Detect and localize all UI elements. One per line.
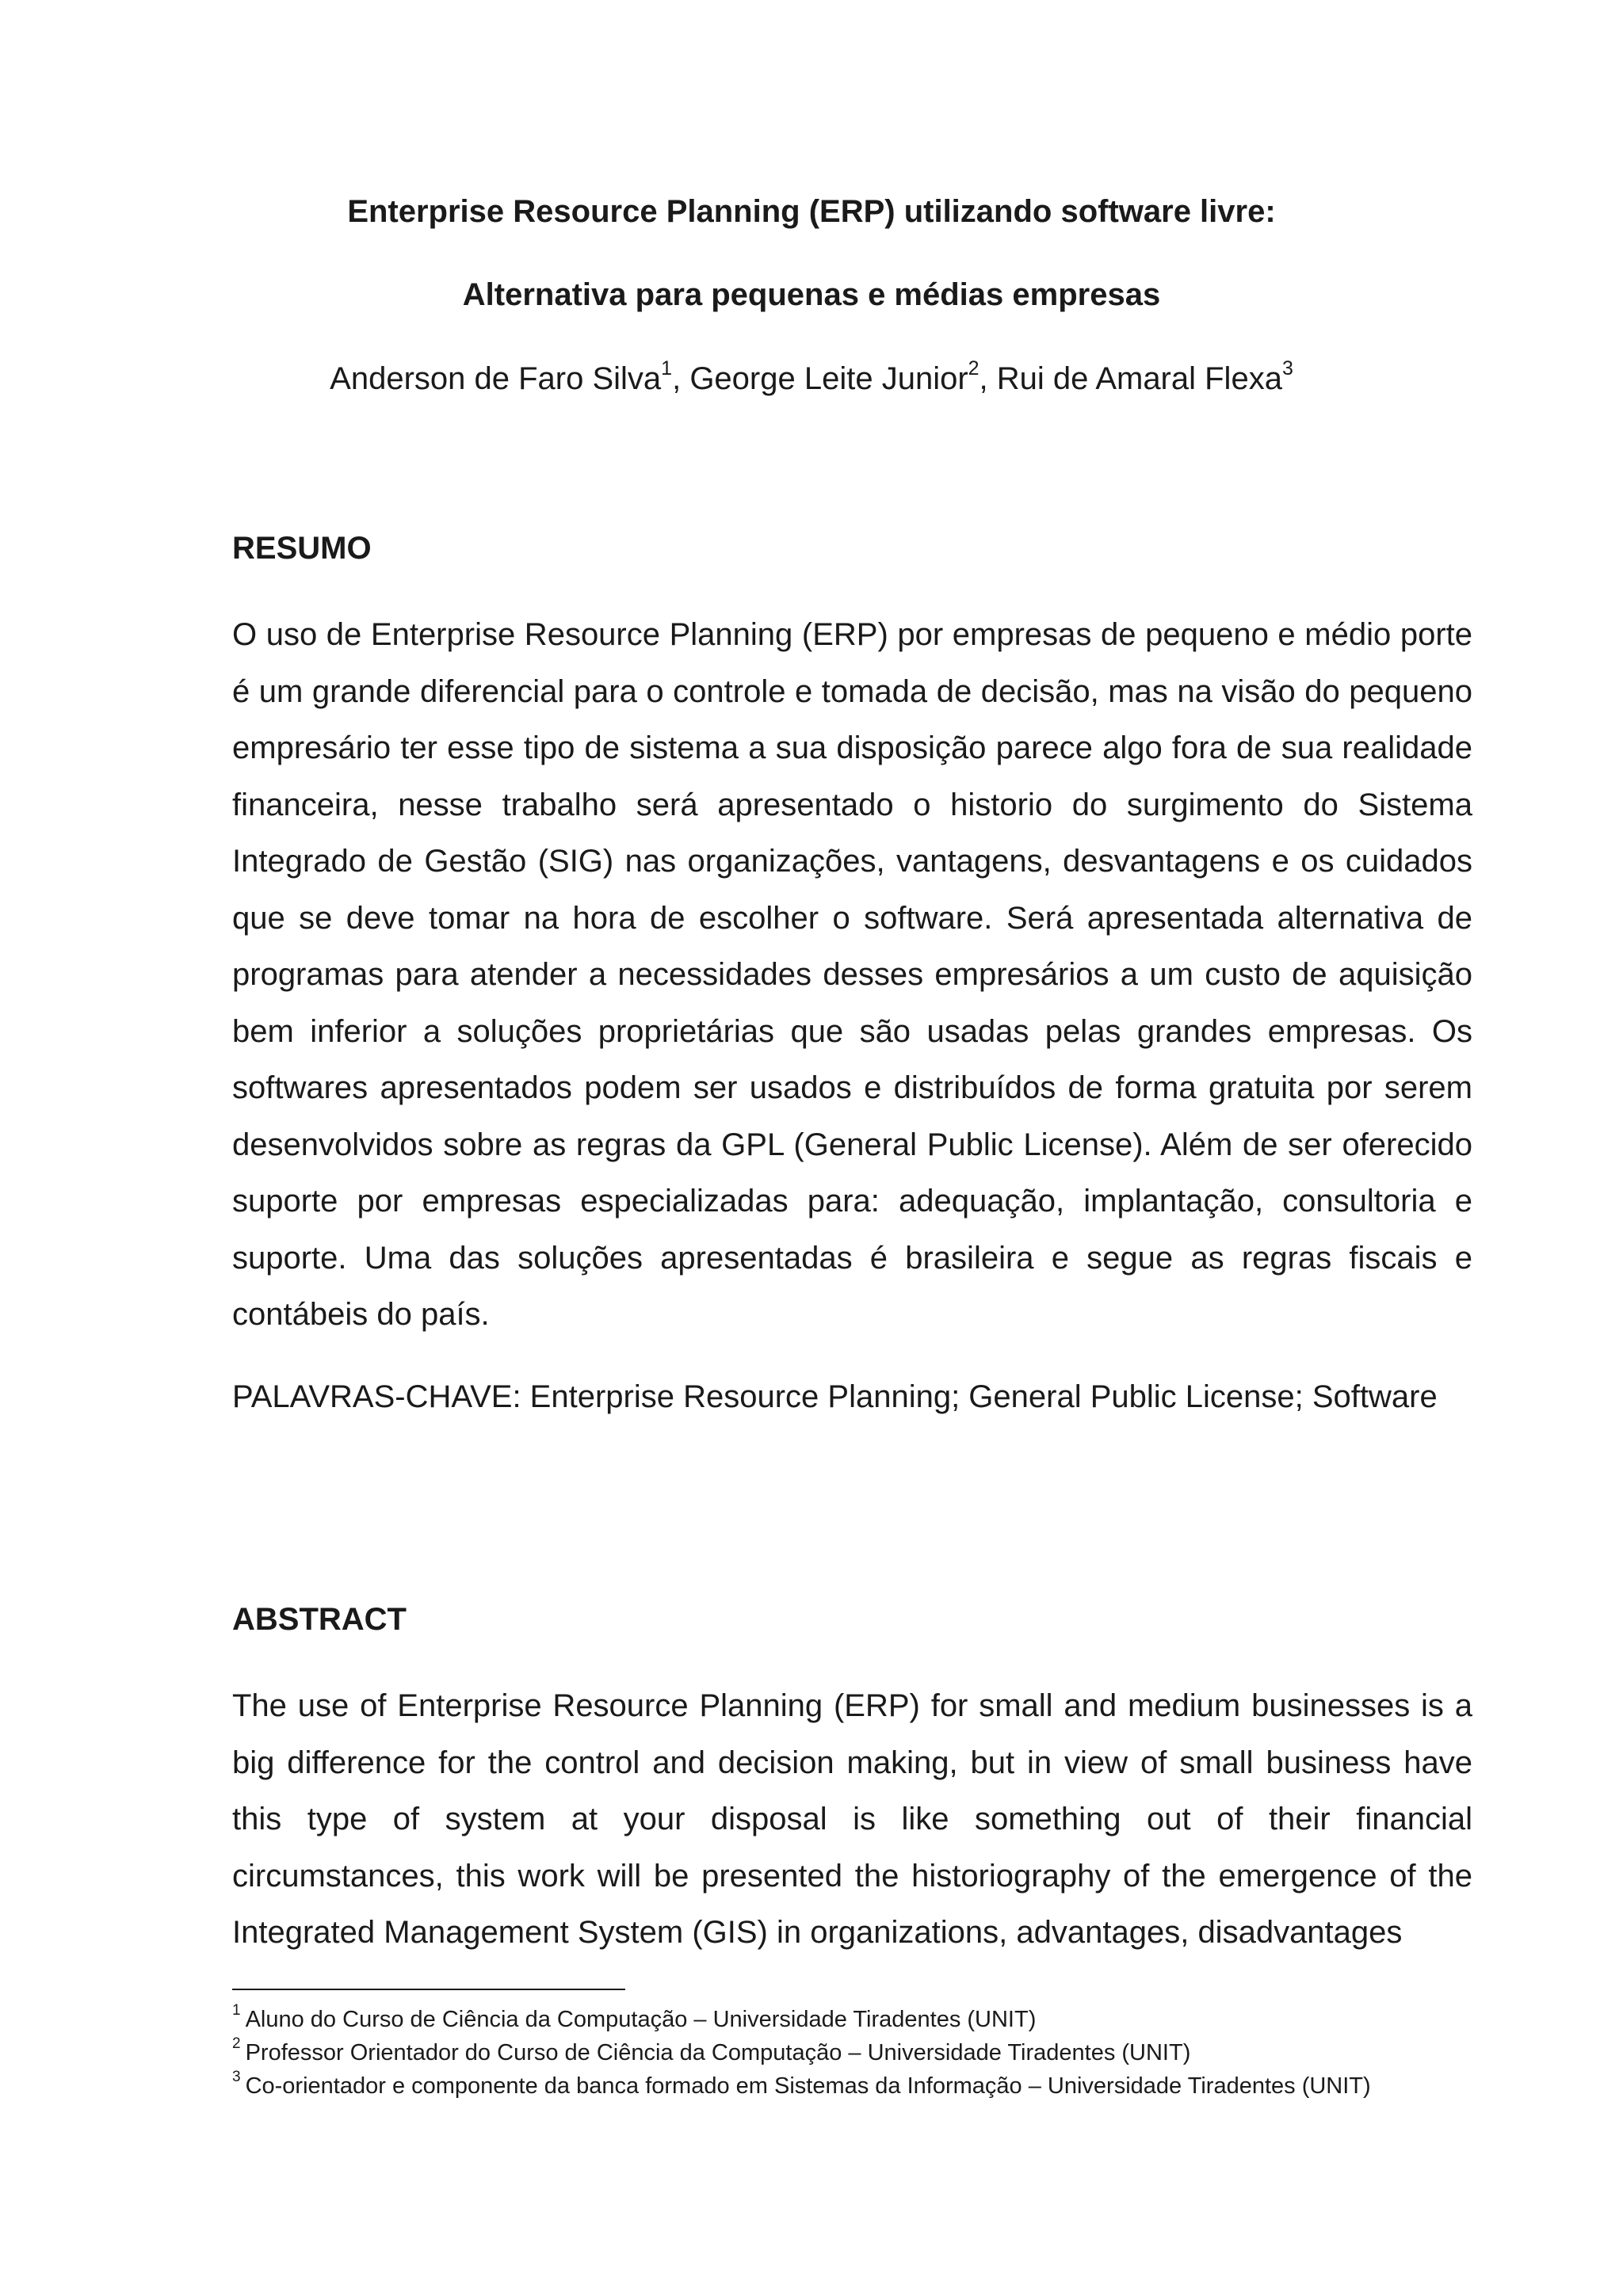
paper-title: Enterprise Resource Planning (ERP) utilizando software livre: bbox=[347, 194, 1276, 229]
footnote-text: Co-orientador e componente da banca formado em Sistemas da Informação – Universidade Tiradentes (UNIT) bbox=[245, 2073, 1371, 2099]
author-name: Rui de Amaral Flexa bbox=[996, 361, 1282, 396]
footnote-item bbox=[232, 2069, 1516, 2103]
footnote-text: Aluno do Curso de Ciência da Computação – Universidade Tiradentes (UNIT) bbox=[245, 2007, 1037, 2032]
keywords-paragraph: PALAVRAS-CHAVE: Enterprise Resource Planning; General Public License; Software bbox=[232, 1379, 1438, 1414]
footnotes bbox=[232, 2003, 1516, 2103]
footnote-mark: 3 bbox=[1281, 357, 1293, 379]
footnote-mark: 3 bbox=[232, 2069, 241, 2086]
footnote-text: Professor Orientador do Curso de Ciência da Computação – Universidade Tiradentes (UNIT) bbox=[245, 2040, 1191, 2065]
footnote-mark: 2 bbox=[968, 357, 980, 379]
paper-subtitle: Alternativa para pequenas e médias empresas bbox=[462, 277, 1161, 312]
abstract-paragraph: The use of Enterprise Resource Planning (ERP) for small and medium businesses is a big difference for the control and decision making, but in view of small business have this type of system at your disposal is like something out of their financial circumstances, this work will be presented the historiography of the emergence of the Integrated Management System (GIS) in organizations, advantages, disadvantages bbox=[232, 1688, 1472, 1950]
footnote-item bbox=[232, 2003, 1516, 2036]
resumo-heading: RESUMO bbox=[232, 531, 372, 566]
author-name: Anderson de Faro Silva bbox=[330, 361, 662, 396]
resumo-paragraph: O uso de Enterprise Resource Planning (ERP) por empresas de pequeno e médio porte é um grande diferencial para o controle e tomada de decisão, mas na visão do pequeno empresário ter esse tipo de sistema a sua disposição parece algo fora de sua realidade financeira, nesse trabalho será apresentado o historio do surgimento do Sistema Integrado de Gestão (SIG) nas organizações, vantagens, desvantagens e os cuidados que se deve tomar na hora de escolher o software. Será apresentada alternativa de programas para atender a necessidades desses empresários a um custo de aquisição bem inferior a soluções proprietárias que são usadas pelas grandes empresas. Os softwares apresentados podem ser usados e distribuídos de forma gratuita por serem desenvolvidos sobre as regras da GPL (General Public License). Além de ser oferecido suporte por empresas especializadas para: adequação, implantação, consultoria e suporte. Uma das soluções apresentadas é brasileira e segue as regras fiscais e contábeis do país. bbox=[232, 617, 1472, 1332]
footnote-divider bbox=[232, 1989, 625, 1990]
footnote-mark: 1 bbox=[232, 2002, 241, 2019]
footnote-mark: 2 bbox=[232, 2035, 241, 2053]
author-list: Anderson de Faro Silva$^1$, George Leite Junior$^2$, Rui de Amaral Flexa$^3$ bbox=[330, 357, 1293, 396]
footnote-item bbox=[232, 2036, 1516, 2069]
footnote-mark: 1 bbox=[661, 357, 673, 379]
author-name: George Leite Junior bbox=[689, 361, 968, 396]
abstract-heading: ABSTRACT bbox=[232, 1602, 407, 1637]
